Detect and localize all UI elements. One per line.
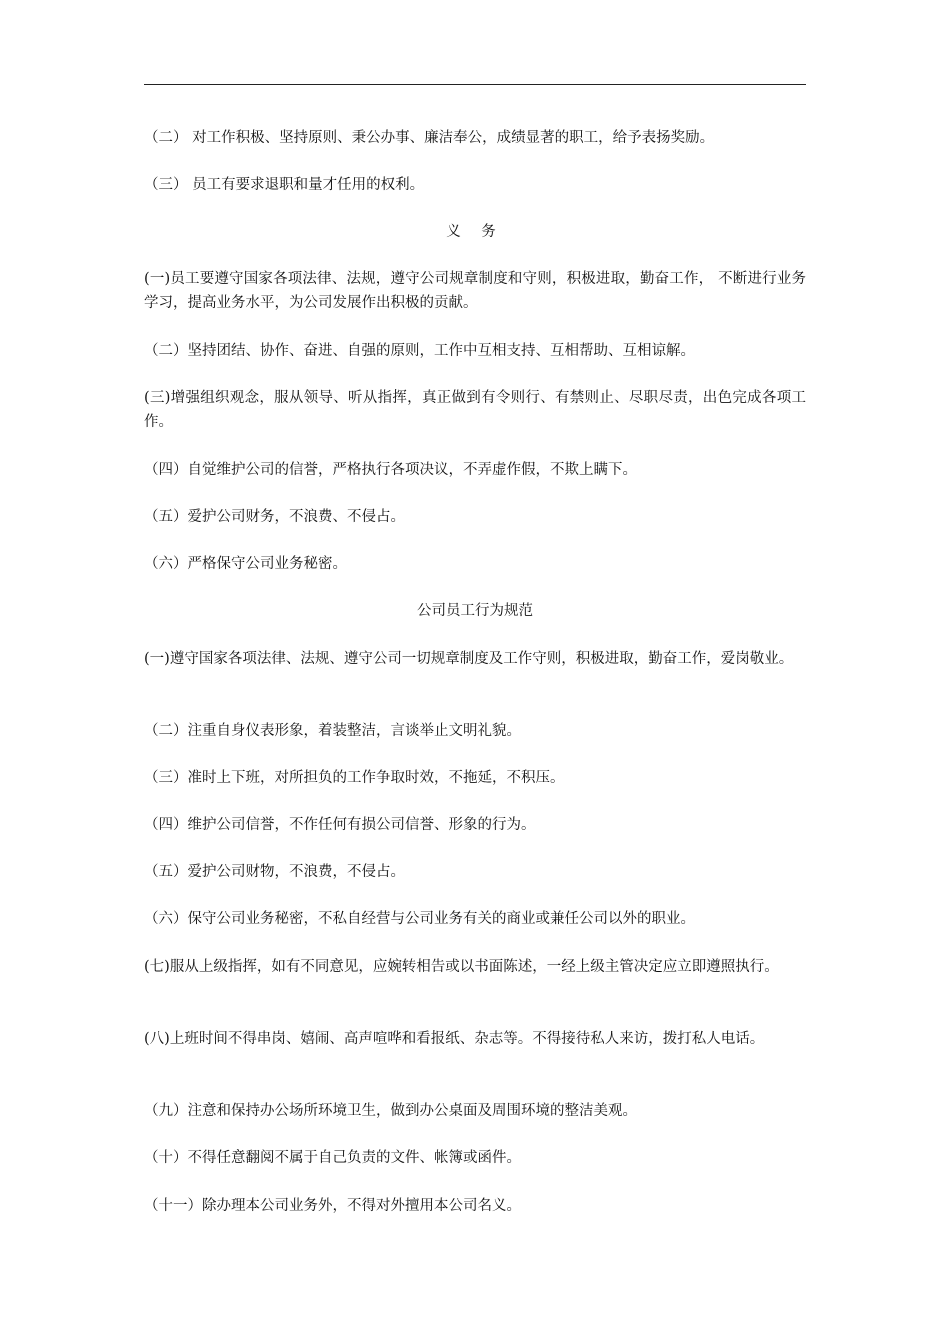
rights-item-2: （二） 对工作积极、坚持原则、秉公办事、廉洁奉公，成绩显著的职工，给予表扬奖励。	[144, 130, 715, 146]
conduct-item-6: （六）保守公司业务秘密，不私自经营与公司业务有关的商业或兼任公司以外的职业。	[144, 911, 695, 927]
rights-item-3: （三） 员工有要求退职和量才任用的权利。	[144, 177, 425, 193]
conduct-item-8: (八)上班时间不得串岗、嬉闹、高声喧哗和看报纸、杂志等。不得接待私人来访，拨打私人电话。	[144, 1031, 765, 1047]
obligation-item-1: (一)员工要遵守国家各项法律、法规，遵守公司规章制度和守则，积极进取，勤奋工作， 不断进行业务学习，提高业务水平，为公司发展作出积极的贡献。	[144, 271, 806, 311]
obligation-item-3: (三)增强组织观念，服从领导、听从指挥，真正做到有令则行、有禁则止、尽职尽责，出色完成各项工作。	[144, 390, 806, 430]
conduct-title: 公司员工行为规范	[417, 603, 533, 619]
conduct-item-9: （九）注意和保持办公场所环境卫生，做到办公桌面及周围环境的整洁美观。	[144, 1103, 637, 1119]
obligations-title: 义 务	[446, 224, 504, 240]
conduct-item-1: (一)遵守国家各项法律、法规、遵守公司一切规章制度及工作守则，积极进取，勤奋工作，爱岗敬业。	[144, 651, 794, 667]
conduct-item-3: （三）准时上下班，对所担负的工作争取时效，不拖延，不积压。	[144, 770, 565, 786]
obligation-item-4: （四）自觉维护公司的信誉，严格执行各项决议，不弄虚作假，不欺上瞒下。	[144, 462, 637, 478]
conduct-item-11: （十一）除办理本公司业务外，不得对外擅用本公司名义。	[144, 1198, 521, 1214]
conduct-item-5: （五）爱护公司财物，不浪费，不侵占。	[144, 864, 405, 880]
conduct-item-4: （四）维护公司信誉，不作任何有损公司信誉、形象的行为。	[144, 817, 536, 833]
conduct-item-2: （二）注重自身仪表形象，着装整洁，言谈举止文明礼貌。	[144, 723, 521, 739]
obligation-item-2: （二）坚持团结、协作、奋进、自强的原则，工作中互相支持、互相帮助、互相谅解。	[144, 343, 695, 359]
header-rule	[144, 84, 806, 85]
obligation-item-6: （六）严格保守公司业务秘密。	[144, 556, 347, 572]
obligation-item-5: （五）爱护公司财务，不浪费、不侵占。	[144, 509, 405, 525]
conduct-item-7: (七)服从上级指挥，如有不同意见，应婉转相告或以书面陈述，一经上级主管决定应立即遵照执行。	[144, 959, 779, 975]
conduct-item-10: （十）不得任意翻阅不属于自己负责的文件、帐簿或函件。	[144, 1150, 521, 1166]
